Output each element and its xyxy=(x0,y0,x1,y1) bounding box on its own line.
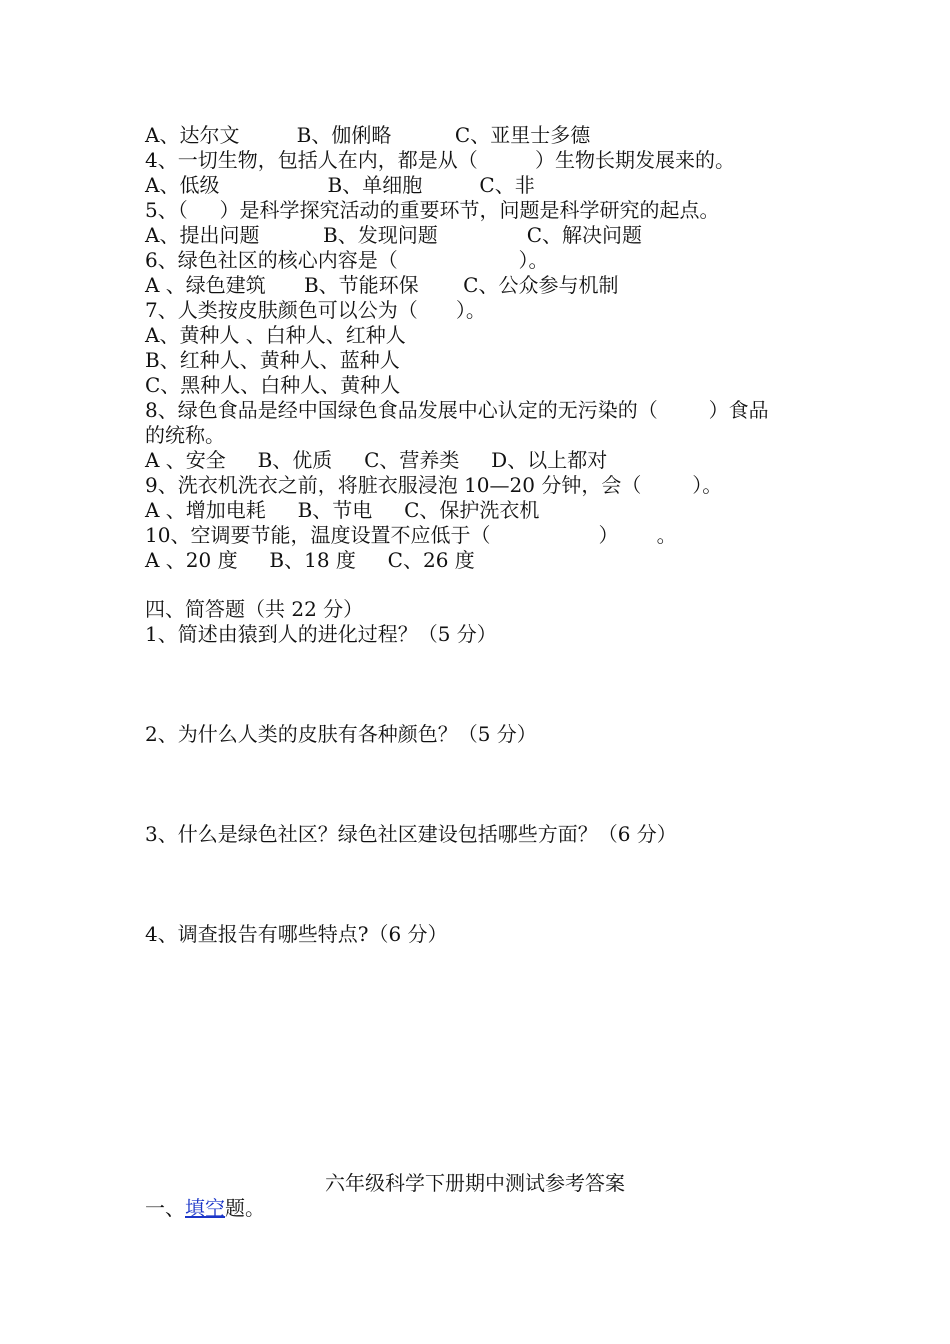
fill-in-blank-link[interactable]: 填空 xyxy=(185,1196,225,1220)
option-line-q10: A 、20 度 B、18 度 C、26 度 xyxy=(145,548,475,572)
question-6: 6、绿色社区的核心内容是（ ）。 xyxy=(145,248,549,272)
answer-key-section-1 xyxy=(145,1196,265,1221)
short-answer-q1: 1、简述由猿到人的进化过程？（5 分） xyxy=(145,622,497,646)
option-line-q6: A 、绿色建筑 B、节能环保 C、公众参与机制 xyxy=(145,273,619,297)
question-4: 4、一切生物，包括人在内，都是从（ ）生物长期发展来的。 xyxy=(145,148,735,172)
short-answer-q4: 4、调查报告有哪些特点?（6 分） xyxy=(145,922,448,946)
section-4-heading: 四、简答题（共 22 分） xyxy=(145,597,364,621)
section-1-suffix: 题。 xyxy=(225,1196,265,1220)
section-1-prefix: 一、 xyxy=(145,1196,185,1220)
question-7: 7、人类按皮肤颜色可以公为（ ）。 xyxy=(145,298,486,322)
question-8-continued: 的统称。 xyxy=(145,423,225,447)
question-10: 10、空调要节能，温度设置不应低于（ ） 。 xyxy=(145,523,677,547)
option-line-q4: A、低级 B、单细胞 C、非 xyxy=(145,173,535,197)
answer-key-title: 六年级科学下册期中测试参考答案 xyxy=(325,1171,625,1195)
option-line-q8: A 、安全 B、优质 C、营养类 D、以上都对 xyxy=(145,448,608,472)
option-c-q7: C、黑种人、白种人、黄种人 xyxy=(145,373,401,397)
option-line-q9: A 、增加电耗 B、节电 C、保护洗衣机 xyxy=(145,498,540,522)
option-line-q5: A、提出问题 B、发现问题 C、解决问题 xyxy=(145,223,643,247)
option-b-q7: B、红种人、黄种人、蓝种人 xyxy=(145,348,400,372)
question-9: 9、洗衣机洗衣之前，将脏衣服浸泡 10—20 分钟，会（ ）。 xyxy=(145,473,723,497)
short-answer-q3: 3、什么是绿色社区？绿色社区建设包括哪些方面？（6 分） xyxy=(145,822,677,846)
question-8: 8、绿色食品是经中国绿色食品发展中心认定的无污染的（ ）食品 xyxy=(145,398,769,422)
question-5: 5、（ ）是科学探究活动的重要环节，问题是科学研究的起点。 xyxy=(145,198,720,222)
short-answer-q2: 2、为什么人类的皮肤有各种颜色？（5 分） xyxy=(145,722,537,746)
option-line-q3: A、达尔文 B、伽俐略 C、亚里士多德 xyxy=(145,123,591,147)
option-a-q7: A、黄种人 、白种人、红种人 xyxy=(145,323,406,347)
